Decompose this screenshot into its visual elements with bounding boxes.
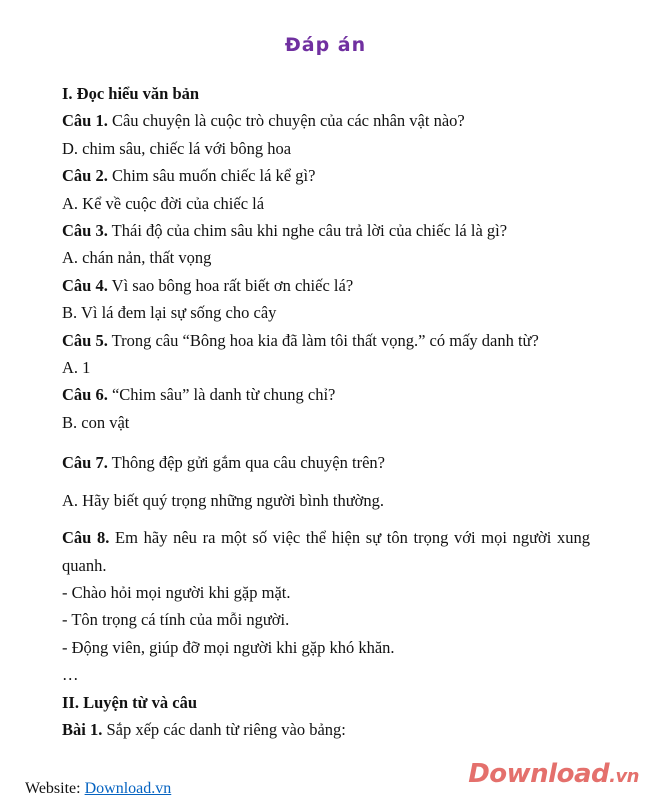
answer-line: A. Hãy biết quý trọng những người bình thường. (62, 490, 385, 510)
answer-line: A. Kể về cuộc đời của chiếc lá (62, 193, 265, 213)
answer-line: D. chim sâu, chiếc lá với bông hoa (62, 138, 292, 158)
answer-line: … (62, 665, 79, 685)
website-label: Website: (25, 780, 85, 797)
answer-line: A. chán nản, thất vọng (62, 248, 212, 268)
section-heading: II. Luyện từ và câu (62, 692, 198, 712)
answer-line: A. 1 (62, 358, 91, 378)
document-body (62, 80, 590, 743)
question-line: Câu 1. Câu chuyện là cuộc trò chuyện của các nhân vật nào? (62, 111, 465, 131)
answer-line: - Chào hỏi mọi người khi gặp mặt. (62, 582, 291, 602)
question-line: Câu 2. Chim sâu muốn chiếc lá kể gì? (62, 166, 316, 186)
page-footer (25, 780, 171, 798)
question-line: Câu 6. “Chim sâu” là danh từ chung chỉ? (62, 385, 336, 405)
answer-line: - Động viên, giúp đỡ mọi người khi gặp khó khăn. (62, 637, 395, 657)
question-line: Câu 4. Vì sao bông hoa rất biết ơn chiếc lá? (62, 275, 354, 295)
logo-suffix-text: .vn (609, 766, 639, 787)
answer-line: B. con vật (62, 412, 130, 432)
question-line: Câu 3. Thái độ của chim sâu khi nghe câu trả lời của chiếc lá là gì? (62, 221, 508, 241)
question-line: Câu 8. Em hãy nêu ra một số việc thể hiện sự tôn trọng với mọi người xung quanh. (62, 528, 591, 575)
answer-line: B. Vì lá đem lại sự sống cho cây (62, 303, 277, 323)
page-title: Đáp án (284, 34, 367, 56)
answer-line: - Tôn trọng cá tính của mỗi người. (62, 610, 290, 630)
downloadvn-logo (468, 759, 639, 789)
question-line: Bài 1. Sắp xếp các danh từ riêng vào bảng: (62, 719, 346, 739)
section-heading: I. Đọc hiểu văn bản (62, 84, 200, 103)
question-line: Câu 7. Thông đệp gửi gắm qua câu chuyện trên? (62, 453, 385, 473)
website-link[interactable]: Download.vn (84, 780, 172, 797)
question-line: Câu 5. Trong câu “Bông hoa kia đã làm tôi thất vọng.” có mấy danh từ? (62, 330, 539, 350)
logo-text: Download (468, 759, 610, 789)
